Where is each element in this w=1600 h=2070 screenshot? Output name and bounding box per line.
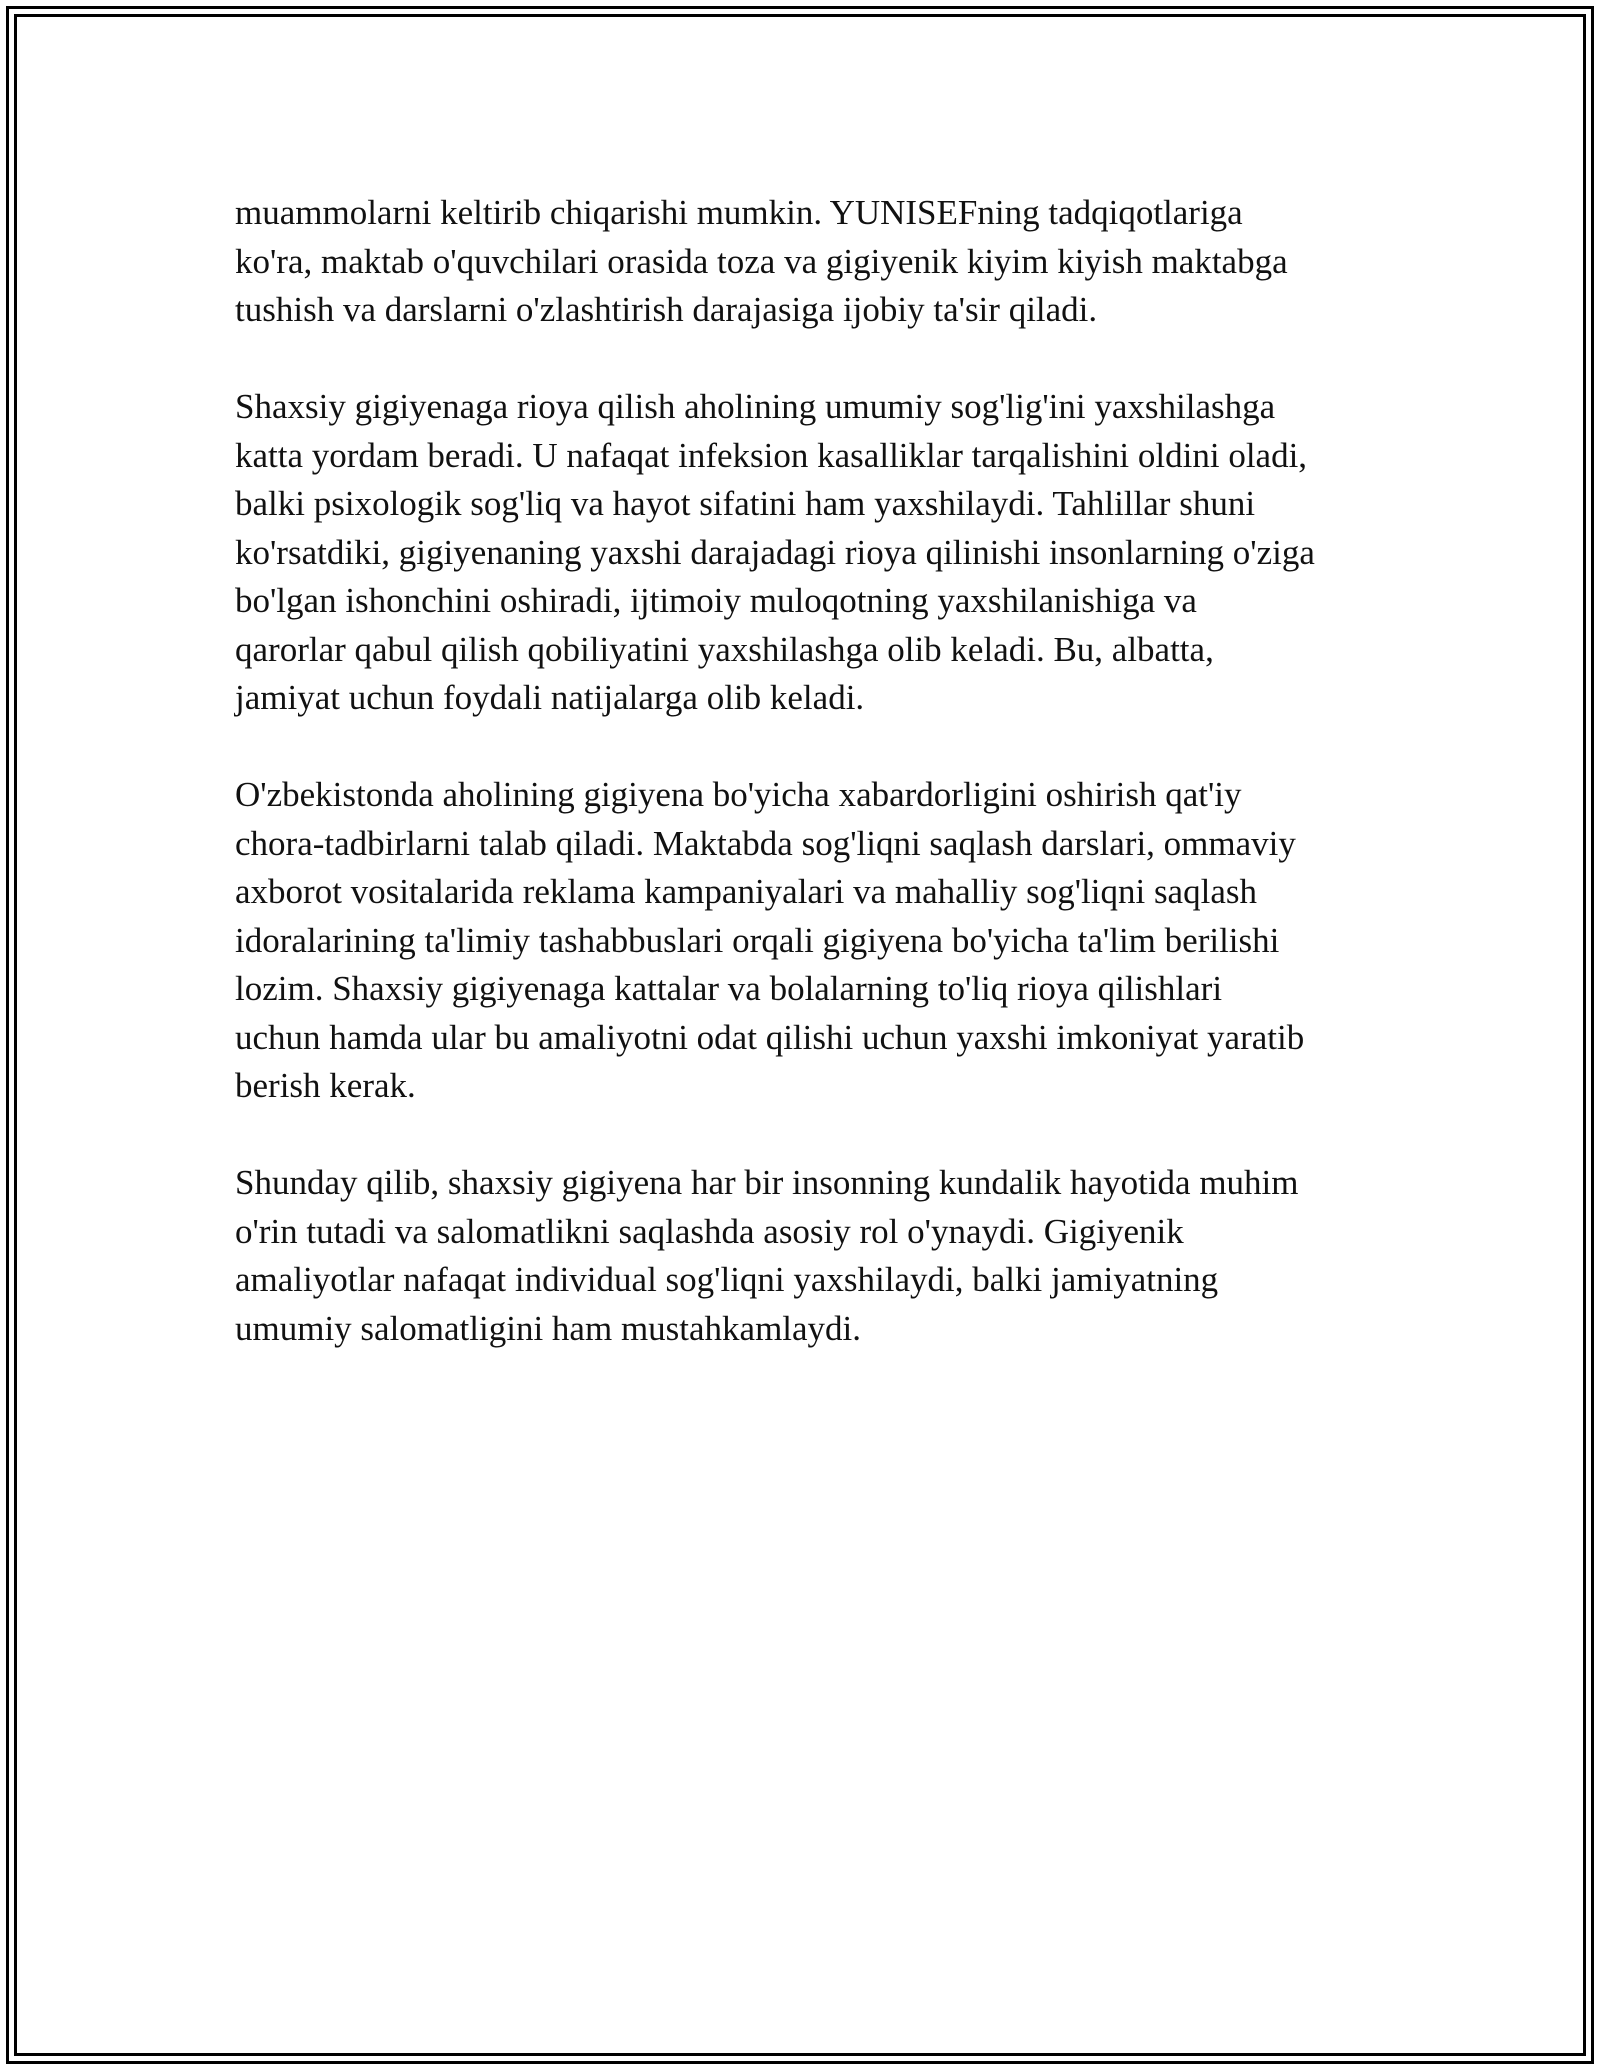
- paragraph-3: O'zbekistonda aholining gigiyena bo'yicha xabardorligini oshirish qat'iy chora-tadbirlarni talab qiladi. Maktabda sog'liqni saqlash darslari, ommaviy axborot vositalarida reklama kampaniyalari va mahalliy sog'liqni saqlash idoralarining ta'limiy tashabbuslari orqali gigiyena bo'yicha ta'lim berilishi lozim. Shaxsiy gigiyenaga kattalar va bolalarning to'liq rioya qilishlari uchun hamda ular bu amaliyotni odat qilishi uchun yaxshi imkoniyat yaratib berish kerak.: [235, 775, 1305, 1105]
- paragraph-2: Shaxsiy gigiyenaga rioya qilish aholining umumiy sog'lig'ini yaxshilashga katta yordam beradi. U nafaqat infeksion kasalliklar tarqalishini oldini oladi, balki psixologik sog'liq va hayot sifatini ham yaxshilaydi. Tahlillar shuni ko'rsatdiki, gigiyenaning yaxshi darajadagi rioya qilinishi insonlarning o'ziga bo'lgan ishonchini oshiradi, ijtimoiy muloqotning yaxshilanishiga va qarorlar qabul qilish qobiliyatini yaxshilashga olib keladi. Bu, albatta, jamiyat uchun foydali natijalarga olib keladi.: [235, 387, 1315, 717]
- document-body: [235, 189, 1385, 1402]
- paragraph-4: Shunday qilib, shaxsiy gigiyena har bir insonning kundalik hayotida muhim o'rin tutadi va salomatlikni saqlashda asosiy rol o'ynaydi. Gigiyenik amaliyotlar nafaqat individual sog'liqni yaxshilaydi, balki jamiyatning umumiy salomatligini ham mustahkamlaydi.: [235, 1163, 1299, 1348]
- paragraph-1: muammolarni keltirib chiqarishi mumkin. YUNISEFning tadqiqotlariga ko'ra, maktab o'quvchilari orasida toza va gigiyenik kiyim kiyish maktabga tushish va darslarni o'zlashtirish darajasiga ijobiy ta'sir qiladi.: [235, 193, 1288, 329]
